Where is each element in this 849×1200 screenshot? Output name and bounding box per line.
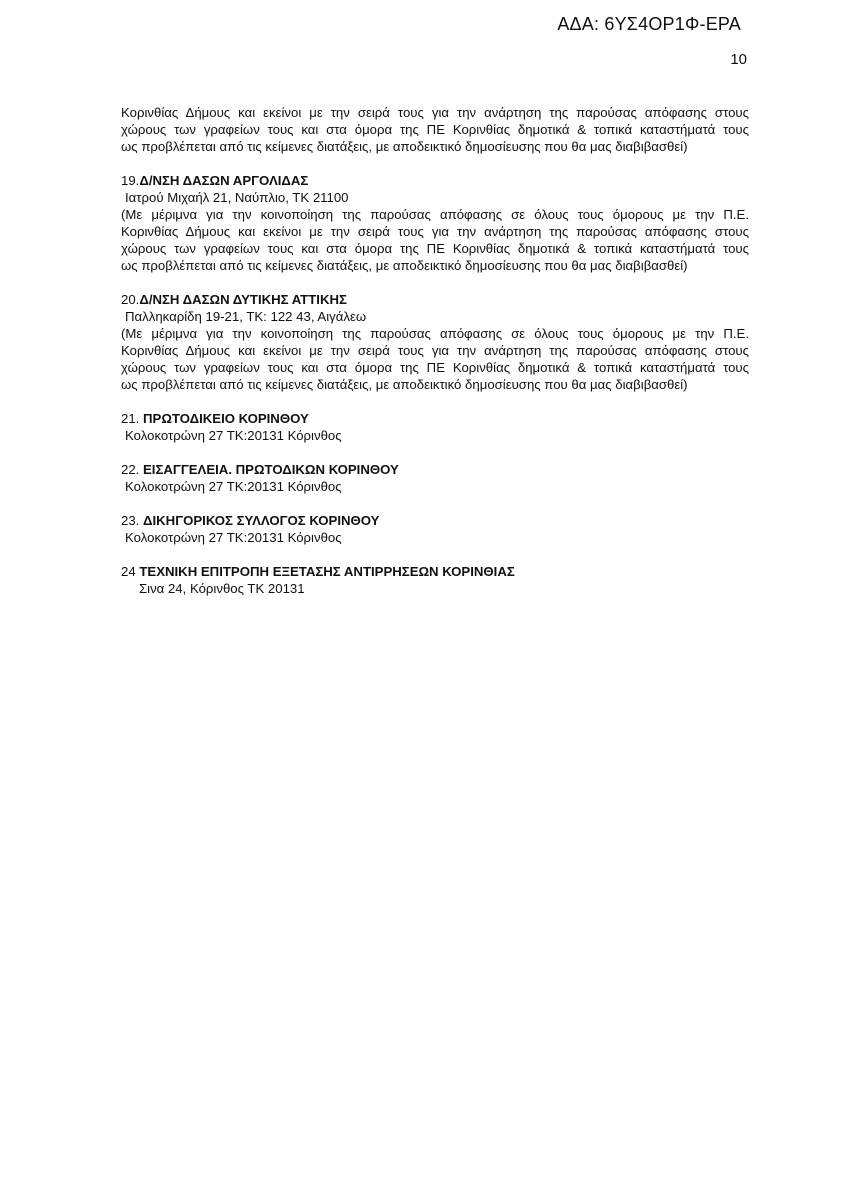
entry-address: Κολοκοτρώνη 27 ΤΚ:20131 Κόρινθος	[125, 479, 342, 494]
note-line: (Με μέριμνα για την κοινοποίηση της παρούσας απόφασης σε όλους τους όμορους με την Π.Ε.	[121, 326, 749, 341]
entry-title: ΤΕΧΝΙΚΗ ΕΠΙΤΡΟΠΗ ΕΞΕΤΑΣΗΣ ΑΝΤΙΡΡΗΣΕΩΝ ΚΟΡΙΝΘΙΑΣ	[139, 564, 515, 579]
intro-line: ως προβλέπεται από τις κείμενες διατάξεις, με αποδεικτικό δημοσίευσης που θα μας διαβιβασθεί)	[121, 139, 688, 154]
recipient-entry-23	[121, 512, 749, 546]
entry-address: Ιατρού Μιχαήλ 21, Ναύπλιο, ΤΚ 21100	[125, 190, 349, 205]
entry-heading	[121, 410, 749, 427]
entry-number: 21.	[121, 411, 143, 426]
document-body	[121, 104, 749, 597]
note-line: Κορινθίας Δήμους και εκείνοι με την σειρά τους για την ανάρτηση της παρούσας απόφασης στους	[121, 343, 749, 358]
entry-heading	[121, 512, 749, 529]
intro-line: χώρους των γραφείων τους και στα όμορα της ΠΕ Κορινθίας δημοτικά & τοπικά καταστήματά τους	[121, 122, 749, 137]
entry-number: 20.	[121, 292, 140, 307]
ada-code: ΑΔΑ: 6ΥΣ4ΟΡ1Φ-ΕΡΑ	[557, 14, 741, 34]
intro-paragraph	[121, 104, 749, 155]
entry-number: 19.	[121, 173, 140, 188]
entry-title: ΕΙΣΑΓΓΕΛΕΙΑ. ΠΡΩΤΟΔΙΚΩΝ ΚΟΡΙΝΘΟΥ	[143, 462, 399, 477]
entry-note	[121, 325, 749, 393]
entry-note	[121, 206, 749, 274]
entry-title: ΔΙΚΗΓΟΡΙΚΟΣ ΣΥΛΛΟΓΟΣ ΚΟΡΙΝΘΟΥ	[143, 513, 380, 528]
recipient-entry-21	[121, 410, 749, 444]
entry-heading	[121, 291, 749, 308]
recipient-entry-22	[121, 461, 749, 495]
note-line: ως προβλέπεται από τις κείμενες διατάξεις, με αποδεικτικό δημοσίευσης που θα μας διαβιβασθεί)	[121, 377, 688, 392]
note-line: χώρους των γραφείων τους και στα όμορα της ΠΕ Κορινθίας δημοτικά & τοπικά καταστήματά τους	[121, 241, 749, 256]
entry-title: Δ/ΝΣΗ ΔΑΣΩΝ ΔΥΤΙΚΗΣ ΑΤΤΙΚΗΣ	[139, 292, 347, 307]
entry-heading	[121, 461, 749, 478]
entry-title: Δ/ΝΣΗ ΔΑΣΩΝ ΑΡΓΟΛΙΔΑΣ	[139, 173, 309, 188]
note-line: Κορινθίας Δήμους και εκείνοι με την σειρά τους για την ανάρτηση της παρούσας απόφασης στους	[121, 224, 749, 239]
entry-address: Κολοκοτρώνη 27 ΤΚ:20131 Κόρινθος	[125, 428, 342, 443]
recipient-entry-19	[121, 172, 749, 274]
entry-address: Κολοκοτρώνη 27 ΤΚ:20131 Κόρινθος	[125, 530, 342, 545]
page-number: 10	[730, 51, 747, 68]
entry-number: 22.	[121, 462, 143, 477]
entry-number: 23.	[121, 513, 143, 528]
note-line: χώρους των γραφείων τους και στα όμορα της ΠΕ Κορινθίας δημοτικά & τοπικά καταστήματά τους	[121, 360, 749, 375]
note-line: (Με μέριμνα για την κοινοποίηση της παρούσας απόφασης σε όλους τους όμορους με την Π.Ε.	[121, 207, 749, 222]
entry-address: Σινα 24, Κόρινθος ΤΚ 20131	[139, 581, 305, 596]
entry-heading	[121, 563, 749, 580]
entry-number: 24	[121, 564, 140, 579]
note-line: ως προβλέπεται από τις κείμενες διατάξεις, με αποδεικτικό δημοσίευσης που θα μας διαβιβασθεί)	[121, 258, 688, 273]
recipient-entry-20	[121, 291, 749, 393]
entry-title: ΠΡΩΤΟΔΙΚΕΙΟ ΚΟΡΙΝΘΟΥ	[143, 411, 309, 426]
entry-address: Παλληκαρίδη 19-21, ΤΚ: 122 43, Αιγάλεω	[125, 309, 367, 324]
recipient-entry-24	[121, 563, 749, 597]
intro-line: Κορινθίας Δήμους και εκείνοι με την σειρά τους για την ανάρτηση της παρούσας απόφασης στους	[121, 105, 749, 120]
entry-heading	[121, 172, 749, 189]
